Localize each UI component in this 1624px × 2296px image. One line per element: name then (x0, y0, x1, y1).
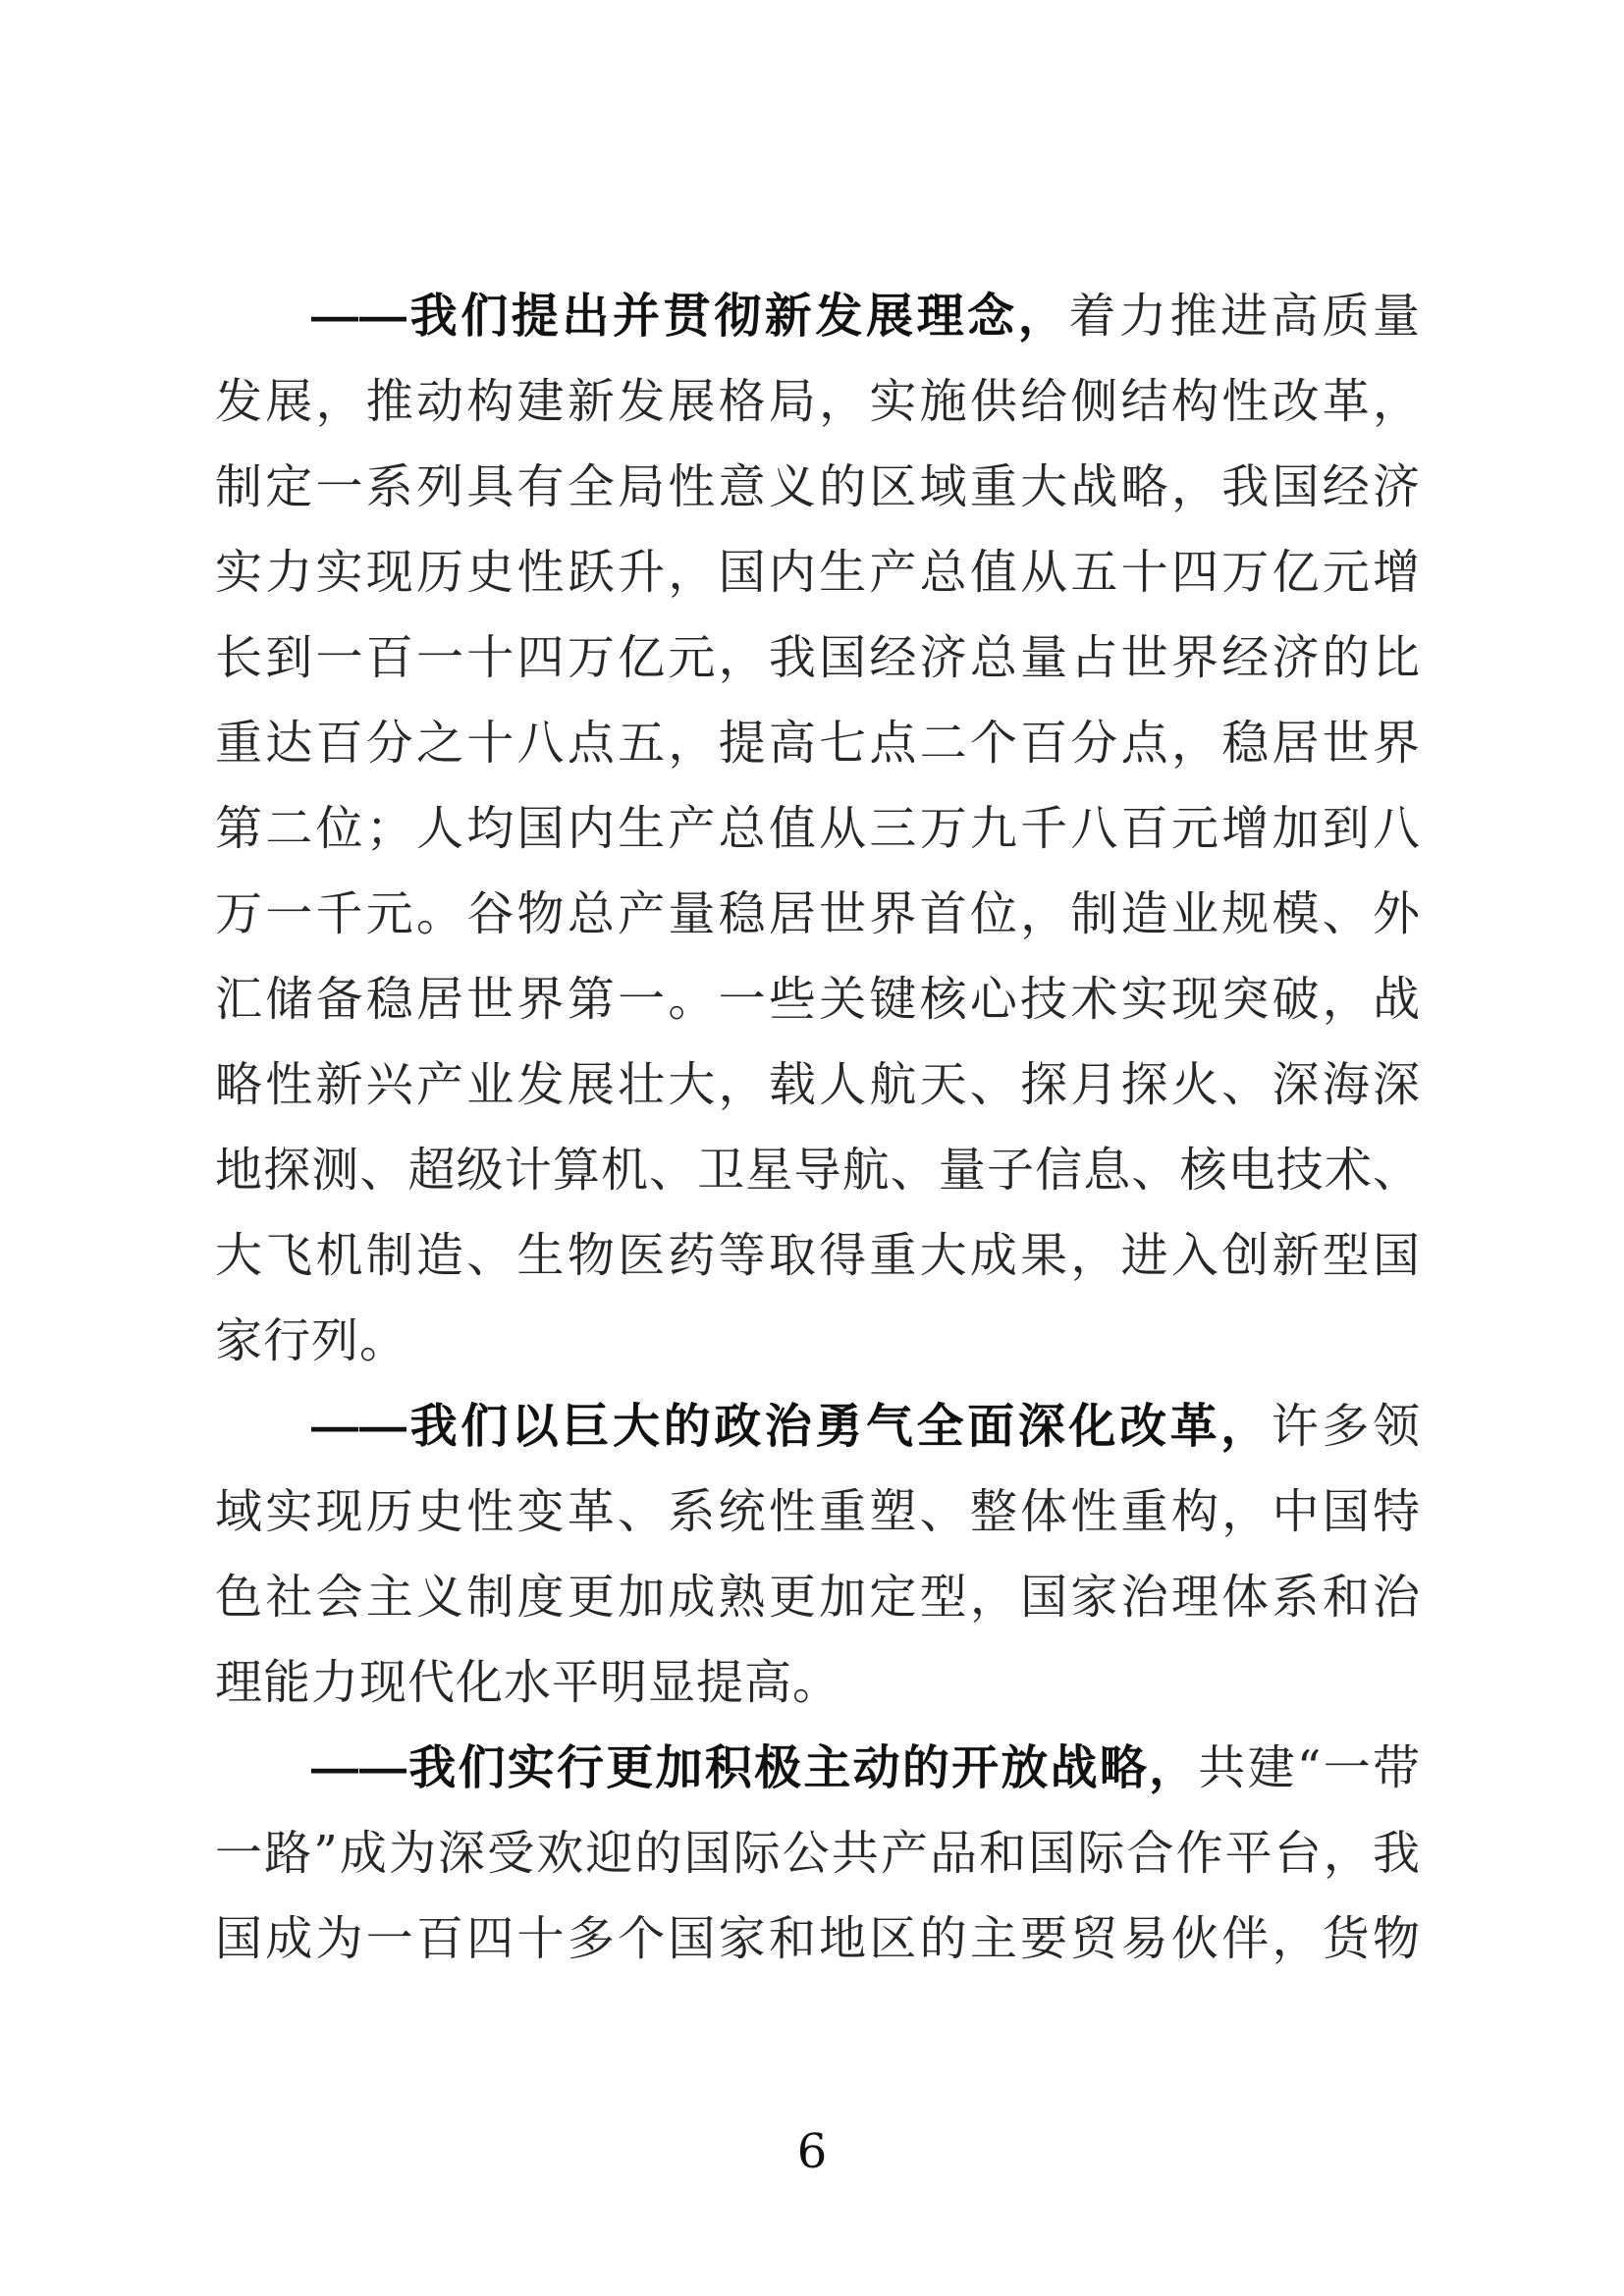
body-text: 地探测、超级计算机、卫星导航、量子信息、核电技术、 (215, 1143, 1421, 1198)
body-text: 制定一系列具有全局性意义的区域重大战略，我国经济 (215, 459, 1421, 514)
body-text: 重达百分之十八点五，提高七点二个百分点，稳居世界 (215, 716, 1421, 771)
text-line (215, 1299, 1421, 1384)
text-line (215, 701, 1421, 786)
text-line (215, 530, 1421, 615)
text-line (215, 1469, 1421, 1555)
emphasis-lead-text: ——我们以巨大的政治勇气全面深化改革， (311, 1401, 1272, 1453)
body-text: 国成为一百四十多个国家和地区的主要贸易伙伴，货物 (215, 1911, 1421, 1966)
emphasis-lead-text: ——我们实行更加积极主动的开放战略， (311, 1742, 1199, 1794)
body-text: 着力推进高质量 (1068, 289, 1421, 344)
text-line (215, 786, 1421, 872)
body-text: 一路”成为深受欢迎的国际公共产品和国际合作平台，我 (215, 1826, 1421, 1881)
body-text: 略性新兴产业发展壮大，载人航天、探月探火、深海深 (215, 1057, 1421, 1112)
body-text: 大飞机制造、生物医药等取得重大成果，进入创新型国 (215, 1228, 1421, 1283)
text-line (215, 1896, 1421, 1982)
text-line (215, 1213, 1421, 1299)
text-line (215, 1042, 1421, 1128)
text-line (215, 1640, 1421, 1726)
text-line (215, 445, 1421, 530)
text-line (215, 872, 1421, 957)
body-text: 发展，推动构建新发展格局，实施供给侧结构性改革， (215, 374, 1421, 429)
text-line (215, 274, 1421, 359)
body-text: 理能力现代化水平明显提高。 (215, 1655, 841, 1710)
body-text: 长到一百一十四万亿元，我国经济总量占世界经济的比 (215, 630, 1421, 685)
text-line (215, 1384, 1421, 1469)
text-line (215, 1726, 1421, 1811)
emphasis-lead-text: ——我们提出并贯彻新发展理念， (311, 291, 1069, 343)
body-text: 色社会主义制度更加成熟更加定型，国家治理体系和治 (215, 1570, 1421, 1625)
text-line (215, 615, 1421, 701)
text-line (215, 359, 1421, 445)
text-line (215, 1555, 1421, 1640)
text-line (215, 1811, 1421, 1896)
text-line (215, 957, 1421, 1042)
body-text: 汇储备稳居世界第一。一些关键核心技术实现突破，战 (215, 972, 1421, 1027)
body-text: 许多领 (1271, 1399, 1421, 1454)
body-text: 第二位；人均国内生产总值从三万九千八百元增加到八 (215, 801, 1421, 856)
text-line (215, 1128, 1421, 1213)
page-number: 6 (796, 2124, 828, 2179)
body-text: 域实现历史性变革、系统性重塑、整体性重构，中国特 (215, 1484, 1421, 1539)
body-text: 万一千元。谷物总产量稳居世界首位，制造业规模、外 (215, 886, 1421, 941)
body-text: 共建“一带 (1198, 1740, 1421, 1795)
body-text: 实力实现历史性跃升，国内生产总值从五十四万亿元增 (215, 545, 1421, 600)
paragraph-lines (215, 274, 1421, 1982)
body-text: 家行列。 (215, 1313, 408, 1368)
